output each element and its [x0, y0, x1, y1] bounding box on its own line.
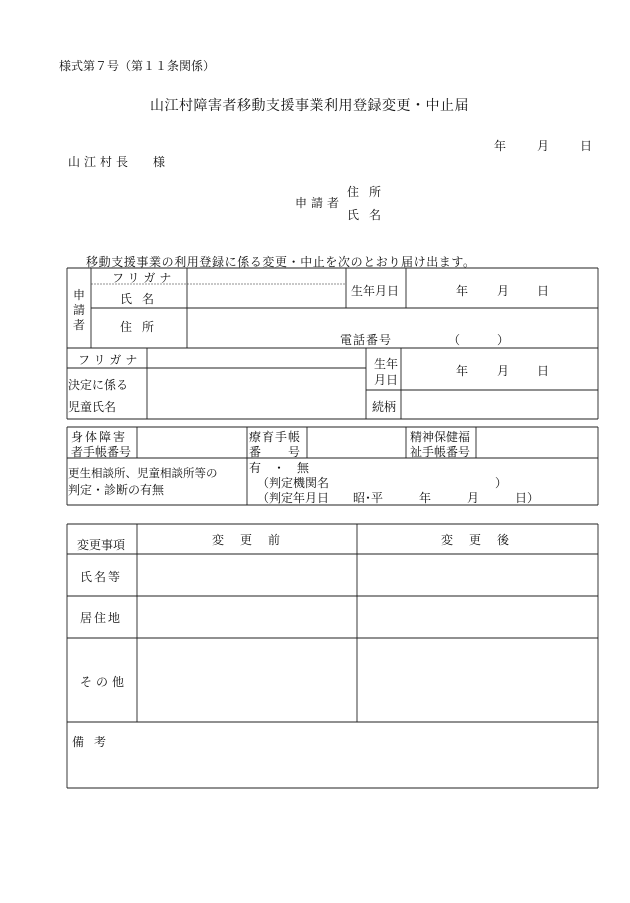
- addressee: 山江村長: [68, 155, 133, 169]
- judge-date: （判定年月日 昭･平 年 月 日）: [257, 491, 540, 505]
- form-number: 様式第７号（第１１条関係）: [59, 59, 216, 73]
- residence-after-input[interactable]: [361, 600, 594, 634]
- child-birth-label-line1: 生年: [374, 357, 399, 371]
- child-label-line2: 児童氏名: [68, 400, 117, 414]
- row-label-other: その他: [80, 675, 129, 689]
- other-before-input[interactable]: [141, 642, 353, 718]
- date-day-input[interactable]: [552, 136, 576, 152]
- child-birth-day-input[interactable]: [512, 361, 534, 377]
- name-label: 氏名: [120, 292, 165, 306]
- relationship-input[interactable]: [406, 396, 592, 412]
- name-after-input[interactable]: [361, 558, 594, 592]
- child-birth-label-line2: 月日: [374, 373, 399, 387]
- ryoiku-label-line2: 番号: [249, 445, 328, 459]
- phone-paren-close: ）: [497, 333, 510, 347]
- mental-cert-label-line1: 精神保健福: [410, 430, 471, 444]
- child-birth-month-label: 月: [497, 364, 510, 378]
- birth-month-label: 月: [497, 284, 510, 298]
- phone-paren-open: （: [448, 333, 461, 347]
- ryoiku-label-line1: 療育手帳: [249, 430, 302, 444]
- birth-year-input[interactable]: [412, 281, 452, 297]
- mental-cert-label-line2: 祉手帳番号: [410, 445, 471, 459]
- birthdate-label: 生年月日: [351, 284, 400, 298]
- child-furigana-label: フリガナ: [78, 353, 142, 367]
- applicant-label: 申請者: [295, 196, 344, 210]
- applicant-name-label: 氏名: [347, 208, 392, 222]
- page-title: 山江村障害者移動支援事業利用登録変更・中止届: [150, 98, 469, 114]
- residence-before-input[interactable]: [141, 600, 353, 634]
- address-label: 住所: [120, 320, 165, 334]
- relationship-label: 続柄: [372, 400, 397, 414]
- intro-text: 移動支援事業の利用登録に係る変更・中止を次のとおり届け出ます。: [86, 255, 476, 269]
- applicant-address-label: 住所: [347, 185, 392, 199]
- date-day-label: 日: [580, 139, 593, 153]
- child-furigana-input[interactable]: [151, 351, 361, 365]
- consult-label-line2: 判定・診断の有無: [68, 483, 165, 497]
- agency-input[interactable]: [345, 473, 490, 488]
- date-year-input[interactable]: [440, 136, 490, 152]
- physical-cert-label-line2: 者手帳番号: [71, 445, 132, 459]
- ryoiku-number-input[interactable]: [311, 436, 402, 452]
- child-birth-year-label: 年: [456, 364, 469, 378]
- mental-cert-number-input[interactable]: [480, 436, 594, 452]
- agency-close: ）: [495, 476, 508, 490]
- date-month-label: 月: [537, 139, 550, 153]
- row-label-name: 氏名等: [80, 570, 123, 584]
- physical-cert-number-input[interactable]: [141, 436, 243, 452]
- remarks-input[interactable]: [72, 750, 592, 784]
- row-label-residence: 居住地: [80, 611, 123, 625]
- birth-month-input[interactable]: [472, 281, 494, 297]
- applicant-furigana-input[interactable]: [190, 269, 342, 283]
- birth-day-label: 日: [537, 284, 550, 298]
- furigana-label: フリガナ: [112, 271, 176, 285]
- phone-label: 電話番号: [340, 333, 393, 347]
- date-year-label: 年: [494, 139, 507, 153]
- birth-day-input[interactable]: [512, 281, 534, 297]
- name-before-input[interactable]: [141, 558, 353, 592]
- yes-no-choice[interactable]: 有 ・ 無: [249, 461, 310, 475]
- phone-area-input[interactable]: [462, 330, 496, 346]
- child-birth-year-input[interactable]: [412, 361, 452, 377]
- applicant-address-input[interactable]: [392, 182, 592, 198]
- before-header: 変更前: [212, 533, 297, 547]
- change-item-header: 変更事項: [77, 538, 126, 552]
- date-month-input[interactable]: [510, 136, 534, 152]
- addressee-honorific: 様: [153, 155, 166, 169]
- child-name-input[interactable]: [151, 380, 361, 402]
- physical-cert-label-line1: 身体障害: [71, 430, 128, 444]
- after-header: 変更後: [441, 533, 526, 547]
- birth-year-label: 年: [456, 284, 469, 298]
- other-after-input[interactable]: [361, 642, 594, 718]
- applicant-table-address-input[interactable]: [190, 312, 590, 328]
- applicant-name-input[interactable]: [392, 205, 592, 221]
- remarks-label: 備考: [72, 735, 117, 749]
- applicant-table-name-input[interactable]: [190, 287, 342, 305]
- child-label-line1: 決定に係る: [68, 378, 129, 392]
- child-birth-day-label: 日: [537, 364, 550, 378]
- applicant-side-label: 申請者: [73, 288, 86, 332]
- child-birth-month-input[interactable]: [472, 361, 494, 377]
- phone-number-input[interactable]: [512, 330, 592, 346]
- consult-label-line1: 更生相談所、児童相談所等の: [68, 466, 218, 480]
- agency-label: （判定機関名: [257, 476, 330, 490]
